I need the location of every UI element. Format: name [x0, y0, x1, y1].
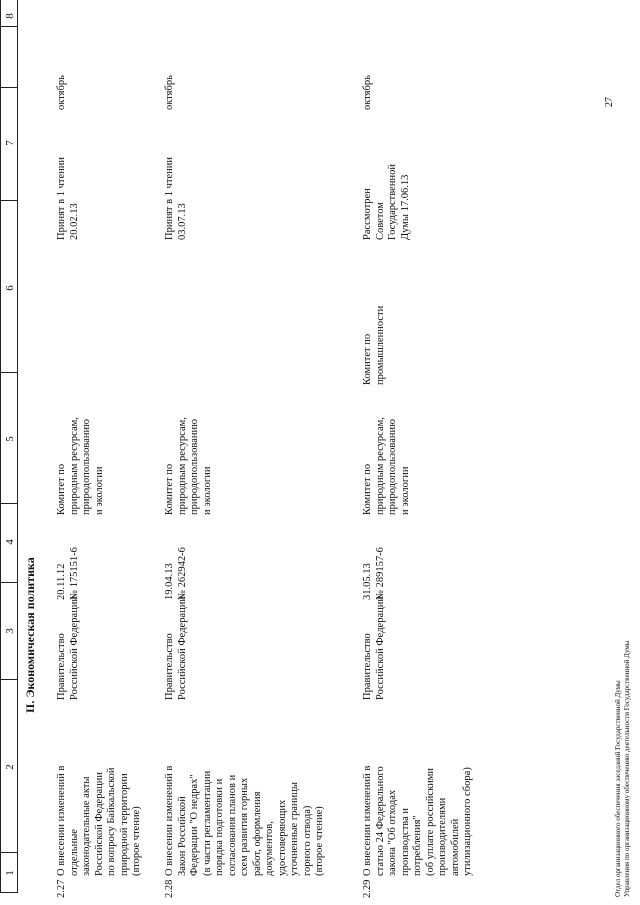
column-divider: [0, 87, 17, 88]
bill-title: О внесении изменений в Закон Российской Федерации "О недрах" (в части регламентации порядка подготовки и согласования планов и схем развития горных работ, оформления документов, удостоверяющих уточненные границы горного отвода) (второе чтение): [164, 765, 325, 876]
column-divider: [0, 852, 17, 853]
column-number: 1: [4, 870, 16, 876]
footer-text: Отдел организационного обеспечения заседаний Государственной Думы Управления по организационному обеспечению деятельности Государственной Думы: [614, 640, 631, 897]
column-divider: [0, 582, 17, 583]
co-executor-committee: Комитет по промышленности: [362, 305, 386, 385]
column-divider: [0, 200, 17, 201]
planned-month: октябрь: [164, 75, 175, 110]
row-number: 2.29: [362, 879, 373, 898]
column-number: 6: [4, 285, 16, 291]
column-number: 4: [4, 539, 16, 545]
row-number: 2.27: [56, 879, 67, 898]
registration-info: 19.04.13 № 262942-6: [164, 547, 188, 600]
bill-initiator: Правительство Российской Федерации: [362, 596, 386, 700]
column-divider: [0, 26, 17, 27]
planned-month: октябрь: [56, 75, 67, 110]
bill-title: О внесении изменений в отдельные законодательные акты Российской Федерации по вопросу Байкальской природной территории (второе чтение): [56, 765, 142, 876]
bill-title: О внесении изменений в статью 24 Федерального закона "Об отходах производства и потребления" (об уплате российскими производителями автомобилей утилизационного сбора): [362, 765, 473, 876]
page-number: 27: [604, 97, 615, 107]
planned-month: октябрь: [362, 75, 373, 110]
bill-status: Принят в 1 чтении 20.02.13: [56, 157, 80, 240]
column-number: 3: [4, 628, 16, 634]
header-row-border: [17, 0, 18, 893]
column-number: 7: [4, 140, 16, 146]
responsible-committee: Комитет по природным ресурсам, природопользованию и экологии: [362, 417, 411, 515]
bill-status: Принят в 1 чтении 03.07.13: [164, 157, 188, 240]
column-divider: [0, 372, 17, 373]
section-title: II. Экономическая политика: [23, 557, 37, 713]
table-top-border: [0, 0, 1, 893]
table-left-border: [0, 892, 17, 893]
responsible-committee: Комитет по природным ресурсам, природопользованию и экологии: [164, 417, 213, 515]
bill-initiator: Правительство Российской Федерации: [56, 596, 80, 700]
column-divider: [0, 679, 17, 680]
row-number: 2.28: [164, 879, 175, 898]
registration-info: 20.11.12 № 175151-6: [56, 547, 80, 600]
responsible-committee: Комитет по природным ресурсам, природопользованию и экологии: [56, 417, 105, 515]
column-number: 8: [4, 13, 16, 19]
column-number: 2: [4, 764, 16, 770]
column-number: 5: [4, 436, 16, 442]
registration-info: 31.05.13 № 289157-6: [362, 547, 386, 600]
column-divider: [0, 503, 17, 504]
bill-status: Рассмотрен Советом Государственной Думы 17.06.13: [362, 164, 411, 240]
bill-initiator: Правительство Российской Федерации: [164, 596, 188, 700]
